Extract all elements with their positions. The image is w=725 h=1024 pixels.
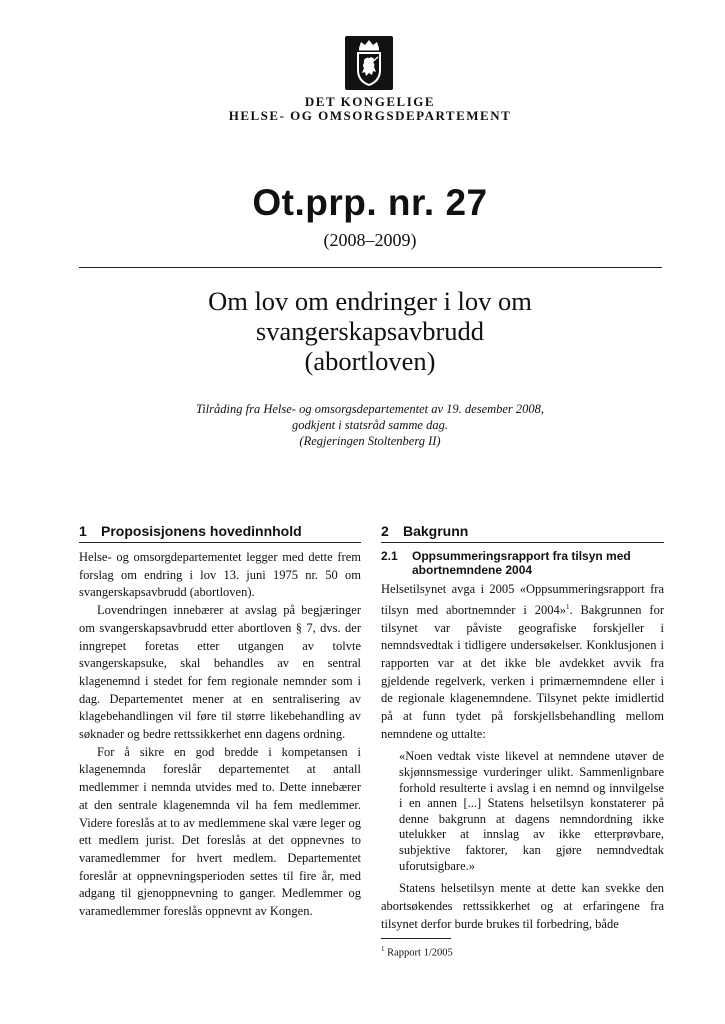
norwegian-coat-of-arms-icon: [345, 36, 393, 90]
paragraph-text: . Bakgrunnen for tilsynet var påviste geografiske forskjeller i nemndsvedtak i tidligere undersøkelser. Konklusjonen i rapporten var at det ikke ble avdekket avvik fra gjeldende regelverk, verken i primærnemndene eller i de regionale klagenemndene. Tilsynet pekte imidlertid på at funn tydet på forskjellsbehandling mellom nemndene og uttalte:: [381, 602, 664, 741]
paragraph: Helse- og omsorgdepartementet legger med dette frem forslag om endring i lov 13. juni 1975 nr. 50 om svangerskapsavbrudd (abortloven).: [79, 550, 361, 600]
section-title: Bakgrunn: [403, 523, 469, 539]
subsection-title: Oppsummeringsrapport fra tilsyn med abortnemndene 2004: [412, 549, 631, 577]
section-number: 2: [381, 523, 389, 539]
footnote-text: Rapport 1/2005: [387, 947, 453, 959]
department-name-line2: HELSE- OG OMSORGSDEPARTEMENT: [228, 108, 512, 123]
section-heading: [79, 520, 361, 543]
block-quote: «Noen vedtak viste likevel at nemndene utøver de skjønnsmessige vurderinger ulikt. Sammenlignbare forhold resulterte i avslag i en nemnd og innvilgelse i en annen [...] Statens helsetilsyn konstaterer på denne bakgrunn at dagens nemndordning ikke utelukker at innslag av ikke etterprøvbare, subjektive faktorer, kan gjøre nemndvedtak uforutsigbare.»: [399, 749, 664, 873]
subsection-heading: [381, 549, 664, 577]
paragraph-text: Helsetilsynet avga i 2005 «Oppsummeringsrapport fra tilsyn med abortnemnder i 2004»: [381, 582, 664, 617]
approval-line: (Regjeringen Stoltenberg II): [299, 434, 441, 448]
approval-line: Tilråding fra Helse- og omsorgsdepartementet av 19. desember 2008,: [195, 402, 545, 416]
section-number: 1: [79, 523, 87, 539]
paragraph: Statens helsetilsyn mente at dette kan svekke den abortsøkendes rettssikkerhet og at erfaringene fra tilsynet derfor burde brukes til forbedring, både: [381, 881, 664, 931]
paragraph: Lovendringen innebærer at avslag på begjæringer om svangerskapsavbrudd etter abortloven § 7, dvs. der inngrepet foretas etter utgangen av tolvte svangerskapsuke, skal behandles av en sentral klagenemnd i stedet for fem regionale nemnder som i dag. Departementet mener at en sentralisering av klagebehandlingen vil føre til større likebehandling av søknader og bedre rettssikkerhet enn dagens ordning.: [79, 603, 361, 742]
title-divider: [79, 267, 662, 268]
approval-line: godkjent i statsråd samme dag.: [292, 418, 448, 432]
subsection-number: 2.1: [381, 549, 398, 563]
paragraph: For å sikre en god bredde i kompetansen i klagenemnda foreslår departementet at antall medlemmer i nemnda utvides med to. Dette innebærer at den sentrale klagenemnda vil ha fem medlemmer. Videre foreslås at to av medlemmene skal være leger og ett medlem jurist. Det foreslås at det oppnevnes to varamedlemmer for hvert medlem. Departementet foreslår at oppnevningsperioden settes til fire år, med adgang til gjenoppnevning to ganger. Medlemmer og varamedlemmer foreslås oppnevnt av Kongen.: [79, 744, 361, 919]
document-title: Ot.prp. nr. 27: [252, 182, 488, 223]
paragraph: [381, 581, 664, 743]
department-name-line1: DET KONGELIGE: [304, 94, 436, 109]
footnote-divider: [381, 938, 451, 939]
section-heading: [381, 520, 664, 543]
footnote: [381, 943, 453, 960]
right-column: [381, 520, 664, 933]
footnote-mark: 1: [381, 945, 385, 953]
subject-line: Om lov om endringer i lov om: [208, 286, 532, 316]
footnote-reference[interactable]: 1: [565, 602, 570, 611]
subject-line: (abortloven): [304, 346, 436, 376]
left-column: [79, 520, 361, 921]
document-subject: [150, 286, 590, 376]
approval-note: [120, 401, 620, 449]
document-session: (2008–2009): [323, 230, 417, 250]
section-title: Proposisjonens hovedinnhold: [101, 523, 302, 539]
subject-line: svangerskapsavbrudd: [255, 316, 485, 346]
